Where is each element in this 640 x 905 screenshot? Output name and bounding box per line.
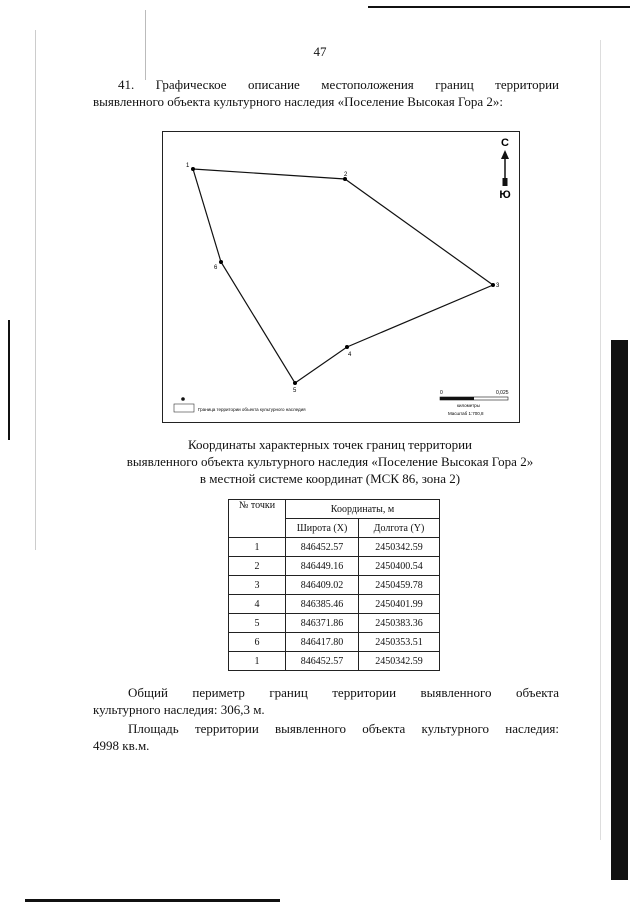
perimeter-paragraph (93, 684, 559, 718)
cell-point: 1 (229, 538, 286, 557)
cell-point: 5 (229, 614, 286, 633)
area-line-1: Площадь территории выявленного объекта культурного наследия: (128, 721, 559, 736)
cell-x: 846417.80 (286, 633, 359, 652)
cell-y: 2450383.36 (359, 614, 440, 633)
caption-line-1: Координаты характерных точек границ территории (188, 437, 472, 452)
table-row (229, 614, 440, 633)
scale-unit: километры (457, 403, 480, 408)
scan-faint-line (600, 40, 601, 840)
north-label: С (501, 137, 509, 149)
point-label-3: 3 (496, 283, 500, 289)
cell-point: 2 (229, 557, 286, 576)
scan-faint-line (35, 30, 36, 550)
boundary-points (191, 167, 495, 385)
scan-top-border-line (368, 6, 630, 8)
cell-y: 2450459.78 (359, 576, 440, 595)
point-label-2: 2 (344, 172, 348, 178)
table-row (229, 576, 440, 595)
area-line-2: 4998 кв.м. (93, 738, 150, 753)
perimeter-line-1: Общий периметр границ территории выявленного объекта (128, 685, 559, 700)
table-row (229, 538, 440, 557)
boundary-point (345, 345, 349, 349)
table-row (229, 595, 440, 614)
scan-bottom-border-line (25, 899, 280, 902)
cell-x: 846452.57 (286, 538, 359, 557)
caption-line-2: выявленного объекта культурного наследия «Поселение Высокая Гора 2» (126, 454, 534, 469)
scale-ratio: Масштаб 1:700,8 (448, 411, 484, 416)
table-row (229, 652, 440, 671)
cell-x: 846385.46 (286, 595, 359, 614)
scale-zero: 0 (440, 390, 443, 396)
header-coordinates: Координаты, м (286, 500, 440, 519)
boundary-map (162, 131, 520, 423)
cell-x: 846449.16 (286, 557, 359, 576)
heading-line-1: 41. Графическое описание местоположения границ территории (118, 77, 559, 92)
point-label-4: 4 (348, 352, 352, 358)
legend-text: Граница территории объекта культурного наследия (198, 407, 306, 412)
cell-y: 2450342.59 (359, 652, 440, 671)
map-legend (174, 397, 306, 412)
heading-line-2: выявленного объекта культурного наследия «Поселение Высокая Гора 2»: (93, 94, 504, 109)
scan-left-margin-mark (8, 320, 10, 440)
header-longitude: Долгота (Y) (359, 519, 440, 538)
point-label-6: 6 (214, 265, 218, 271)
header-latitude: Широта (X) (286, 519, 359, 538)
point-label-5: 5 (293, 388, 297, 394)
table-caption (60, 436, 600, 487)
cell-point: 3 (229, 576, 286, 595)
caption-line-3: в местной системе координат (МСК 86, зона 2) (199, 471, 461, 486)
perimeter-line-2: культурного наследия: 306,3 м. (93, 702, 265, 717)
cell-x: 846371.86 (286, 614, 359, 633)
scale-bar (440, 390, 509, 416)
scale-end: 0,025 (496, 390, 509, 396)
cell-y: 2450401.99 (359, 595, 440, 614)
cell-x: 846452.57 (286, 652, 359, 671)
boundary-map-svg (163, 132, 519, 422)
coordinates-table (228, 499, 440, 671)
cell-y: 2450353.51 (359, 633, 440, 652)
boundary-point (491, 283, 495, 287)
north-arrow (499, 137, 510, 201)
page-number: 47 (313, 44, 327, 59)
table-row (229, 557, 440, 576)
cell-y: 2450342.59 (359, 538, 440, 557)
scan-right-margin-bar (611, 340, 628, 880)
boundary-polygon (193, 169, 493, 383)
south-label: Ю (499, 189, 511, 201)
boundary-point (293, 381, 297, 385)
cell-point: 6 (229, 633, 286, 652)
cell-point: 1 (229, 652, 286, 671)
section-heading (93, 76, 559, 110)
cell-point: 4 (229, 595, 286, 614)
table-row (229, 633, 440, 652)
area-paragraph (93, 720, 559, 754)
cell-y: 2450400.54 (359, 557, 440, 576)
point-label-1: 1 (186, 163, 190, 169)
cell-x: 846409.02 (286, 576, 359, 595)
header-point-number: № точки (229, 500, 286, 538)
table-header-row (229, 500, 440, 519)
boundary-point (191, 167, 195, 171)
boundary-point (219, 260, 223, 264)
